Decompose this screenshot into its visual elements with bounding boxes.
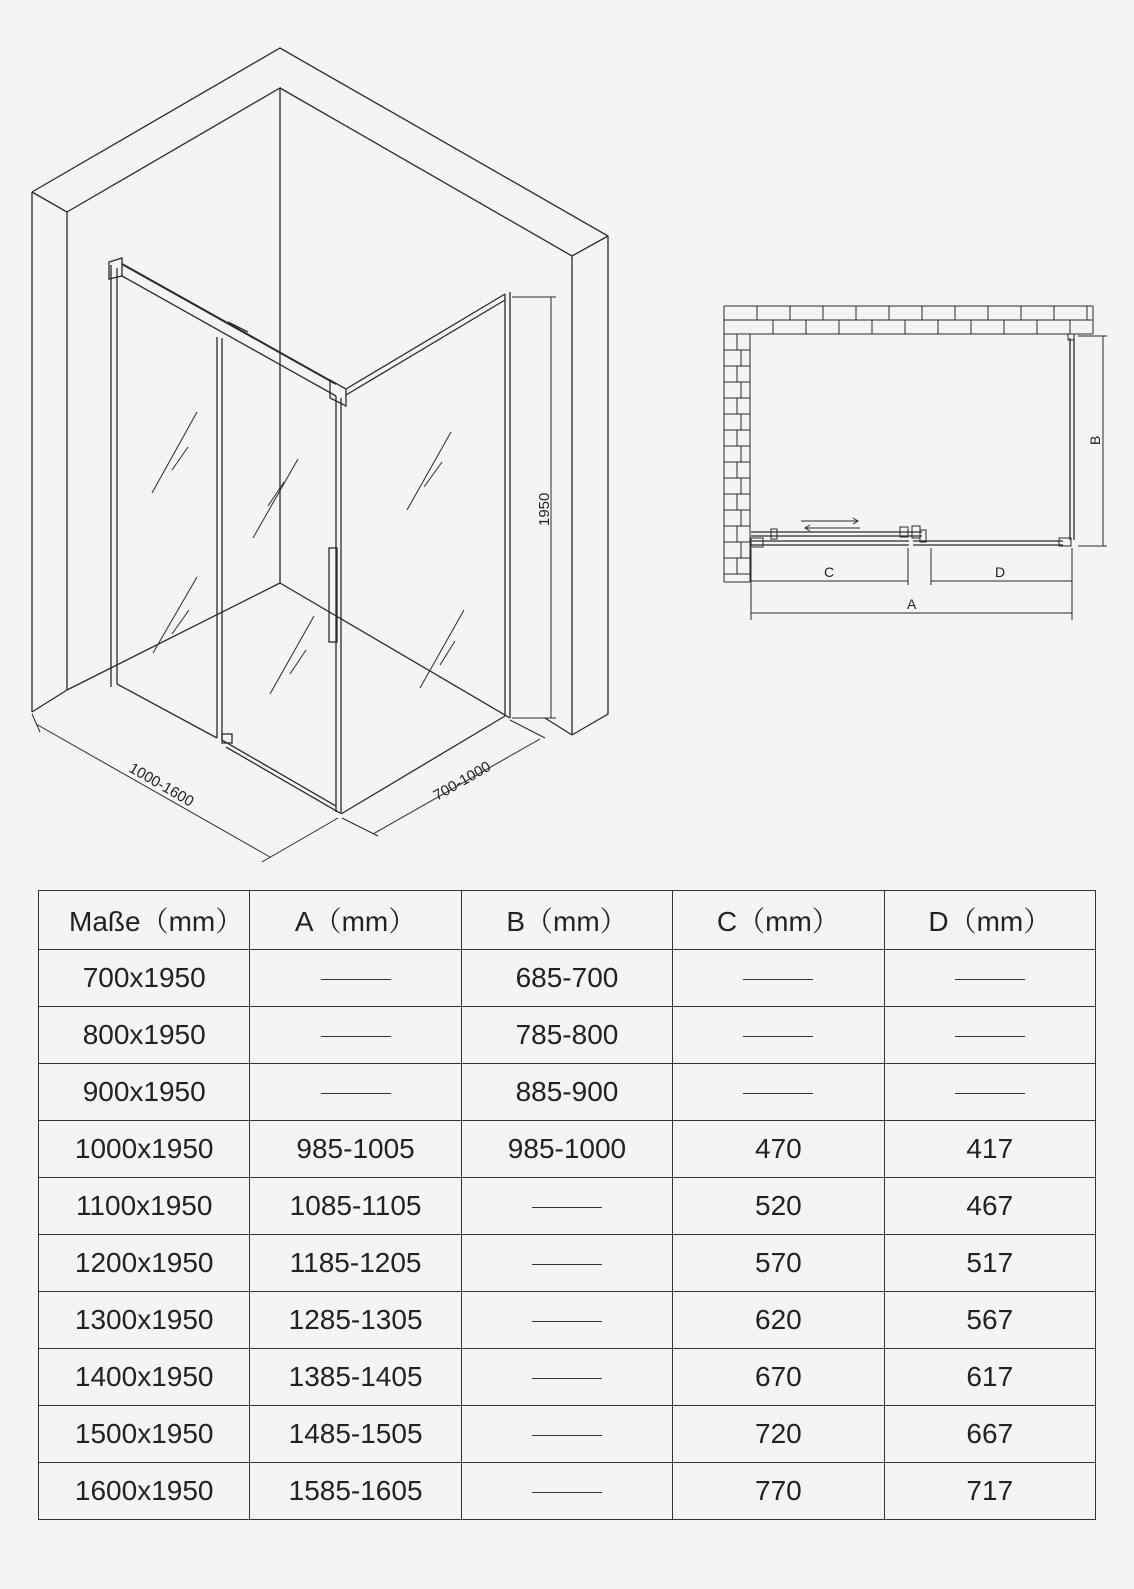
table-cell: 900x1950 <box>39 1064 250 1121</box>
empty-dash-cell <box>673 1064 884 1121</box>
table-cell: 985-1000 <box>461 1121 672 1178</box>
dash-line <box>532 1321 602 1322</box>
table-cell: 1000x1950 <box>39 1121 250 1178</box>
table-cell: 467 <box>884 1178 1095 1235</box>
header-d: D（mm） <box>884 891 1095 950</box>
dash-line <box>321 1036 391 1037</box>
table-row <box>39 1406 1096 1463</box>
table-body <box>39 950 1096 1520</box>
table-row <box>39 1235 1096 1292</box>
dash-line <box>955 979 1025 980</box>
empty-dash-cell <box>673 950 884 1007</box>
empty-dash-cell <box>884 1064 1095 1121</box>
dimensions-table <box>38 890 1096 1520</box>
table-cell: 670 <box>673 1349 884 1406</box>
empty-dash-cell <box>461 1292 672 1349</box>
plan-label-a: A <box>907 596 917 612</box>
table-cell: 567 <box>884 1292 1095 1349</box>
plan-label-d: D <box>995 564 1006 580</box>
table-cell: 885-900 <box>461 1064 672 1121</box>
table-cell: 785-800 <box>461 1007 672 1064</box>
dash-line <box>532 1207 602 1208</box>
empty-dash-cell <box>461 1235 672 1292</box>
width-dimension-label: 1000-1600 <box>126 759 197 811</box>
plan-glass <box>751 334 1074 547</box>
empty-dash-cell <box>250 1007 461 1064</box>
dash-line <box>955 1093 1025 1094</box>
table-cell: 620 <box>673 1292 884 1349</box>
header-b: B（mm） <box>461 891 672 950</box>
dash-line <box>743 1093 813 1094</box>
table-cell: 470 <box>673 1121 884 1178</box>
plan-dimension-lines <box>751 336 1107 620</box>
table-cell: 685-700 <box>461 950 672 1007</box>
table-cell: 700x1950 <box>39 950 250 1007</box>
table-cell: 1085-1105 <box>250 1178 461 1235</box>
table-cell: 520 <box>673 1178 884 1235</box>
table-cell: 617 <box>884 1349 1095 1406</box>
empty-dash-cell <box>250 1064 461 1121</box>
dash-line <box>321 1093 391 1094</box>
table-row <box>39 1178 1096 1235</box>
empty-dash-cell <box>461 1349 672 1406</box>
depth-dimension-label: 700-1000 <box>430 758 494 805</box>
table-cell: 1300x1950 <box>39 1292 250 1349</box>
empty-dash-cell <box>250 950 461 1007</box>
table-cell: 1285-1305 <box>250 1292 461 1349</box>
table-cell: 517 <box>884 1235 1095 1292</box>
table-cell: 717 <box>884 1463 1095 1520</box>
table-cell: 800x1950 <box>39 1007 250 1064</box>
table-cell: 770 <box>673 1463 884 1520</box>
dash-line <box>955 1036 1025 1037</box>
table-row <box>39 1064 1096 1121</box>
table-cell: 417 <box>884 1121 1095 1178</box>
table-cell: 985-1005 <box>250 1121 461 1178</box>
table-row <box>39 1007 1096 1064</box>
table-cell: 570 <box>673 1235 884 1292</box>
empty-dash-cell <box>673 1007 884 1064</box>
header-masse: Maße（mm） <box>39 891 250 950</box>
header-a: A（mm） <box>250 891 461 950</box>
dash-line <box>532 1435 602 1436</box>
table-cell: 1400x1950 <box>39 1349 250 1406</box>
table-header-row <box>39 891 1096 950</box>
dash-line <box>532 1378 602 1379</box>
table-row <box>39 1292 1096 1349</box>
table-cell: 1185-1205 <box>250 1235 461 1292</box>
table-cell: 1200x1950 <box>39 1235 250 1292</box>
table-row <box>39 1463 1096 1520</box>
header-c: C（mm） <box>673 891 884 950</box>
table-cell: 1500x1950 <box>39 1406 250 1463</box>
table-row <box>39 950 1096 1007</box>
plan-label-b: B <box>1087 435 1103 445</box>
table-cell: 667 <box>884 1406 1095 1463</box>
table-row <box>39 1349 1096 1406</box>
table-cell: 1600x1950 <box>39 1463 250 1520</box>
empty-dash-cell <box>884 950 1095 1007</box>
plan-label-c: C <box>824 564 835 580</box>
table-cell: 720 <box>673 1406 884 1463</box>
empty-dash-cell <box>461 1406 672 1463</box>
table-cell: 1385-1405 <box>250 1349 461 1406</box>
empty-dash-cell <box>461 1463 672 1520</box>
height-dimension-label: 1950 <box>536 492 553 526</box>
dash-line <box>321 979 391 980</box>
table-row <box>39 1121 1096 1178</box>
dash-line <box>532 1492 602 1493</box>
table-cell: 1585-1605 <box>250 1463 461 1520</box>
dash-line <box>532 1264 602 1265</box>
table-cell: 1100x1950 <box>39 1178 250 1235</box>
empty-dash-cell <box>461 1178 672 1235</box>
dash-line <box>743 1036 813 1037</box>
table-cell: 1485-1505 <box>250 1406 461 1463</box>
dash-line <box>743 979 813 980</box>
empty-dash-cell <box>884 1007 1095 1064</box>
